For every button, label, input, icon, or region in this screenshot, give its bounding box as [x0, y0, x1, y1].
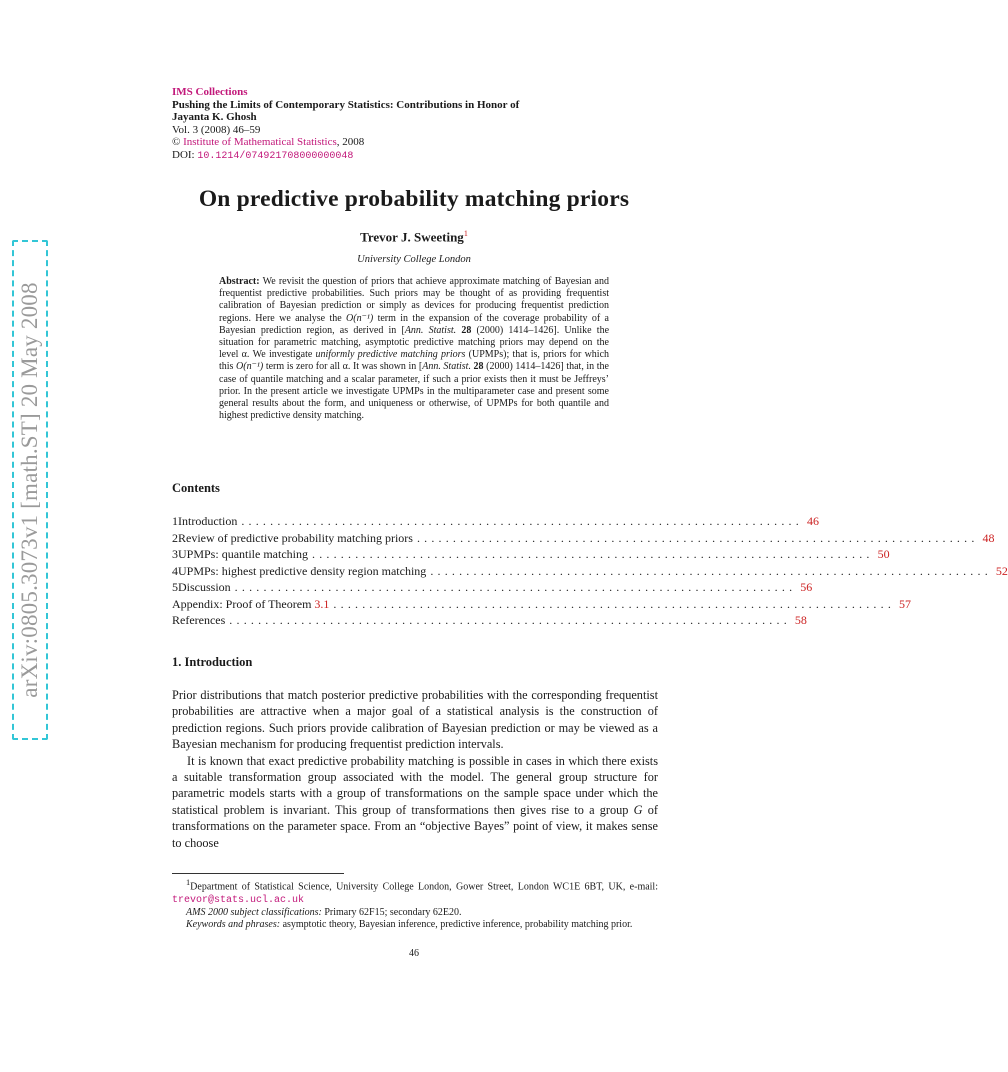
abstract-journal-ref: Ann. Statist.: [404, 324, 457, 336]
theorem-ref-link[interactable]: 3.1: [314, 596, 330, 611]
toc-leader: ..............................................................................: [416, 530, 979, 545]
toc-entry[interactable]: [172, 530, 995, 547]
copyright-year: , 2008: [336, 136, 365, 149]
toc-leader: ..............................................................................: [229, 613, 791, 627]
abstract-text: term in the expansion of the coverage probability of a Bayesian prediction region, as derived in [: [219, 312, 609, 336]
toc-leader: ..............................................................................: [333, 596, 896, 611]
toc-entry-appendix[interactable]: [172, 596, 912, 613]
abstract-volume: 28: [473, 361, 484, 373]
paper-title: On predictive probability matching priors: [198, 186, 630, 212]
toc-entry[interactable]: [172, 563, 1008, 580]
author: [0, 229, 828, 245]
footnote-affiliation: [172, 877, 658, 907]
abstract-volume: 28: [461, 324, 472, 336]
paragraph-text: It is known that exact predictive probability matching is possible in cases in which there exists a suitable transformation group associated with the model. The general group structure for parametric models starts with a group of transformations on the sample space under which the statistical problem is invariant. This group of transformations then gives rise to a group: [172, 753, 658, 817]
journal-header: [172, 86, 672, 164]
book-title-line-1: Pushing the Limits of Contemporary Statistics: Contributions in Honor of: [172, 98, 520, 111]
toc-page-link[interactable]: 46: [806, 514, 819, 528]
volume-info: Vol. 3 (2008) 46–59: [172, 123, 261, 136]
paragraph-text: of transformations on the parameter space. From an “objective Bayes” point of view, it makes sense to choose: [172, 802, 658, 850]
ams-text: Primary 62F15; secondary 62E20.: [321, 906, 462, 918]
toc-page-link[interactable]: 52: [995, 563, 1008, 578]
series-link[interactable]: IMS Collections: [172, 86, 248, 98]
footnote-keywords: [172, 919, 658, 931]
author-name: Trevor J. Sweeting: [360, 229, 464, 245]
toc-entry[interactable]: [172, 579, 813, 596]
body-text: [172, 687, 658, 851]
toc-entry[interactable]: [172, 546, 890, 563]
abstract-text: (2000) 1414–1426]. Unlike the situation for parametric matching, asymptotic predictive matching priors may depend on the level α. We investigate: [219, 324, 610, 361]
toc-leader: ..............................................................................: [234, 580, 797, 594]
appendix-title: Appendix: Proof of Theorem: [172, 596, 315, 611]
toc-leader: ..............................................................................: [241, 514, 803, 528]
footnotes: [172, 877, 658, 932]
copyright-symbol: ©: [172, 136, 181, 149]
abstract-text: (UPMPs); that is, priors for which this: [219, 349, 610, 373]
toc-number: 3: [172, 547, 178, 561]
toc-entry[interactable]: [172, 513, 819, 530]
book-title-line-2: Jayanta K. Ghosh: [172, 111, 257, 124]
toc-entry-references[interactable]: [172, 612, 807, 629]
toc-title: UPMPs: quantile matching: [178, 547, 308, 561]
arxiv-id: arXiv:0805.3073v1 [math.ST] 20 May 2008: [17, 282, 42, 698]
keywords-text: asymptotic theory, Bayesian inference, predictive inference, probability matching prior.: [280, 919, 633, 931]
footnote-rule: [172, 873, 344, 874]
keywords-label: Keywords and phrases:: [186, 919, 281, 931]
toc-page-link[interactable]: 58: [794, 613, 807, 627]
footnote-ams: [172, 907, 658, 919]
publisher-link[interactable]: Institute of Mathematical Statistics: [183, 136, 337, 149]
abstract-label: Abstract:: [219, 276, 260, 287]
doi-label: DOI:: [172, 148, 198, 161]
footnote-mark: 1: [186, 878, 191, 887]
email-link[interactable]: trevor@stats.ucl.ac.uk: [172, 894, 305, 906]
abstract-math: O(n⁻¹): [346, 312, 374, 324]
doi-line: [172, 149, 672, 164]
abstract-math: O(n⁻¹): [236, 361, 264, 373]
toc-page-link[interactable]: 56: [800, 580, 813, 594]
toc-leader: ..............................................................................: [430, 563, 992, 578]
toc-title: Review of predictive probability matching priors: [178, 530, 413, 545]
abstract-text: term is zero for all α. It was shown in [: [263, 361, 423, 373]
section-heading: 1. Introduction: [172, 655, 253, 669]
ams-label: AMS 2000 subject classifications:: [186, 906, 322, 918]
toc-title: References: [172, 613, 226, 627]
page-number: 46: [409, 948, 419, 959]
arxiv-stamp: [12, 240, 48, 740]
abstract-text: (2000) 1414–1426] that, in the case of quantile matching and a scalar parameter, if such a prior exists then it must be Jeffreys’ prior. In the present article we investigate UPMPs in the multiparameter case and present some general results about the form, and uniqueness or otherwise, of UPMPs for both quantile and highest predictive density matching.: [219, 361, 609, 422]
toc-page-link[interactable]: 50: [877, 547, 890, 561]
toc-number: 2: [172, 530, 178, 545]
doi-link[interactable]: 10.1214/074921708000000048: [197, 150, 354, 162]
toc-title: [172, 596, 329, 613]
toc-number: 5: [172, 580, 178, 594]
author-footnote-mark[interactable]: 1: [463, 229, 468, 238]
toc-page-link[interactable]: 48: [982, 530, 995, 545]
paragraph: Prior distributions that match posterior predictive probabilities with the corresponding frequentist probabilities are attractive when a major goal of a statistical analysis is the construction of prediction regions. Such priors provide calibration of Bayesian prediction or may be viewed as a Bayesian mechanism for producing frequentist prediction intervals.: [172, 688, 658, 752]
toc-title: Discussion: [178, 580, 231, 594]
copyright-line: [172, 136, 672, 149]
toc-title: UPMPs: highest predictive density region matching: [178, 563, 427, 578]
toc-number: 4: [172, 563, 178, 578]
affiliation: University College London: [357, 254, 471, 265]
table-of-contents: [172, 513, 1008, 629]
toc-title: Introduction: [178, 514, 238, 528]
toc-number: 1: [172, 514, 178, 528]
math-symbol: G: [633, 802, 643, 817]
footnote-text: Department of Statistical Science, University College London, Gower Street, London WC1E 6BT, UK, e-mail:: [190, 881, 658, 893]
abstract-emphasis: uniformly predictive matching priors: [315, 349, 466, 361]
contents-heading: Contents: [172, 481, 220, 495]
toc-leader: ..............................................................................: [312, 547, 874, 561]
abstract: [219, 276, 609, 422]
abstract-text: We revisit the question of priors that achieve approximate matching of Bayesian and frequentist predictive probabilities. Such priors may be thought of as providing frequentist calibration of Bayesian prediction or simply as devices for producing frequentist prediction regions. Here we analyse the: [219, 276, 609, 324]
toc-page-link[interactable]: 57: [899, 596, 912, 611]
abstract-journal-ref: Ann. Statist.: [422, 361, 471, 373]
paragraph: [172, 753, 658, 851]
